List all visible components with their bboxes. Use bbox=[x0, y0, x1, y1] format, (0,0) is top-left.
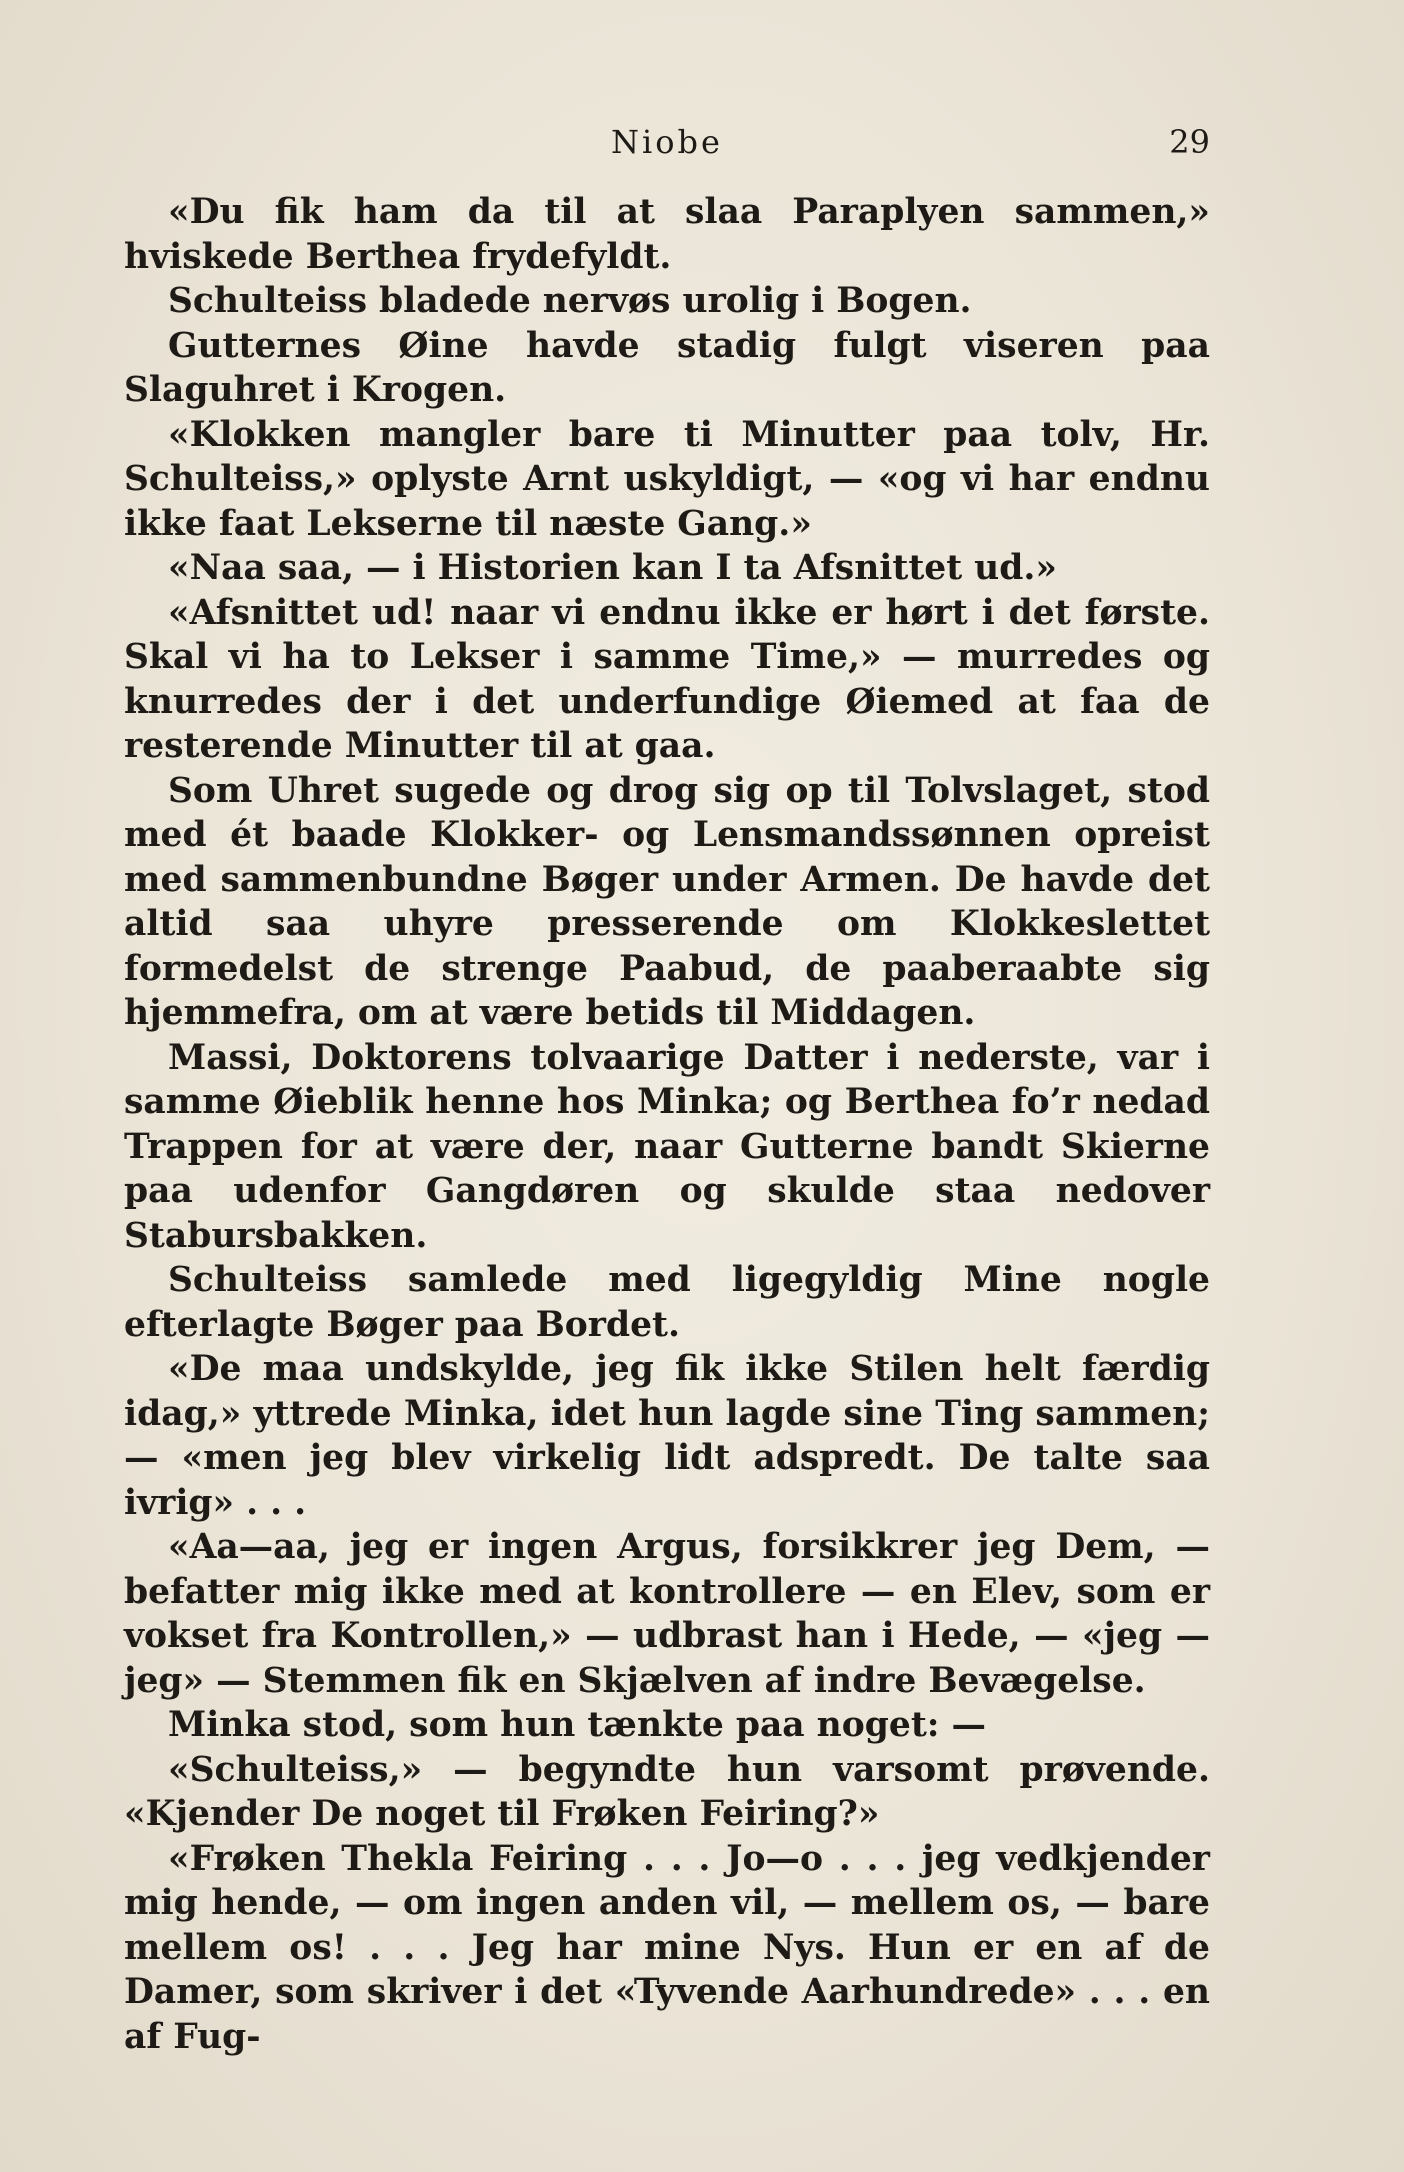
paragraph: «De maa undskylde, jeg fik ikke Stilen helt færdig idag,» yttrede Minka, idet hun lagde sine Ting sammen; — «men jeg blev virkelig lidt adspredt. De talte saa ivrig» . . . bbox=[124, 1349, 1210, 1523]
paragraph: Minka stod, som hun tænkte paa noget: — bbox=[168, 1705, 987, 1745]
paragraph: Massi, Doktorens tolvaarige Datter i nederste, var i samme Øieblik henne hos Minka; og Berthea fo’r nedad Trappen for at være der, naar Gutterne bandt Skierne paa udenfor Gangdøren og skulde staa nedover Stabursbakken. bbox=[124, 1037, 1210, 1256]
page-header bbox=[124, 118, 1210, 166]
paragraph: Schulteiss bladede nervøs urolig i Bogen. bbox=[168, 281, 972, 321]
page-number: 29 bbox=[1169, 123, 1210, 161]
running-title: Niobe bbox=[611, 123, 723, 161]
paragraph: «Klokken mangler bare ti Minutter paa tolv, Hr. Schulteiss,» oplyste Arnt uskyldigt, — «og vi har endnu ikke faat Lekserne til næste Gang.» bbox=[124, 414, 1210, 544]
paragraph: Schulteiss samlede med ligegyldig Mine nogle efterlagte Bøger paa Bordet. bbox=[124, 1260, 1210, 1345]
paragraph: «Afsnittet ud! naar vi endnu ikke er hørt i det første. Skal vi ha to Lekser i samme Time,» — murredes og knurredes der i det underfundige Øiemed at faa de resterende Minutter til at gaa. bbox=[124, 592, 1210, 766]
paragraph: «Schulteiss,» — begyndte hun varsomt prøvende. «Kjender De noget til Frøken Feiring?» bbox=[124, 1749, 1210, 1834]
paragraph: Som Uhret sugede og drog sig op til Tolvslaget, stod med ét baade Klokker- og Lensmandssønnen opreist med sammenbundne Bøger under Armen. De havde det altid saa uhyre presserende om Klokkeslettet formedelst de strenge Paabud, de paaberaabte sig hjemmefra, om at være betids til Middagen. bbox=[124, 770, 1210, 1033]
paragraph: «Naa saa, — i Historien kan I ta Afsnittet ud.» bbox=[168, 548, 1057, 588]
paragraph: «Aa—aa, jeg er ingen Argus, forsikkrer jeg Dem, — befatter mig ikke med at kontrollere — en Elev, som er vokset fra Kontrollen,» — udbrast han i Hede, — «jeg — jeg» — Stemmen fik en Skjælven af indre Bevægelse. bbox=[124, 1527, 1210, 1701]
paragraph: Gutternes Øine havde stadig fulgt viseren paa Slaguhret i Krogen. bbox=[124, 325, 1210, 410]
paragraph: «Frøken Thekla Feiring . . . Jo—o . . . jeg vedkjender mig hende, — om ingen anden vil, — mellem os, — bare mellem os! . . . Jeg har mine Nys. Hun er en af de Damer, som skriver i det «Tyvende Aarhundrede» . . . en af Fug- bbox=[124, 1838, 1210, 2057]
body-text bbox=[124, 190, 1210, 2059]
paragraph: «Du fik ham da til at slaa Paraplyen sammen,» hviskede Berthea frydefyldt. bbox=[124, 192, 1210, 277]
